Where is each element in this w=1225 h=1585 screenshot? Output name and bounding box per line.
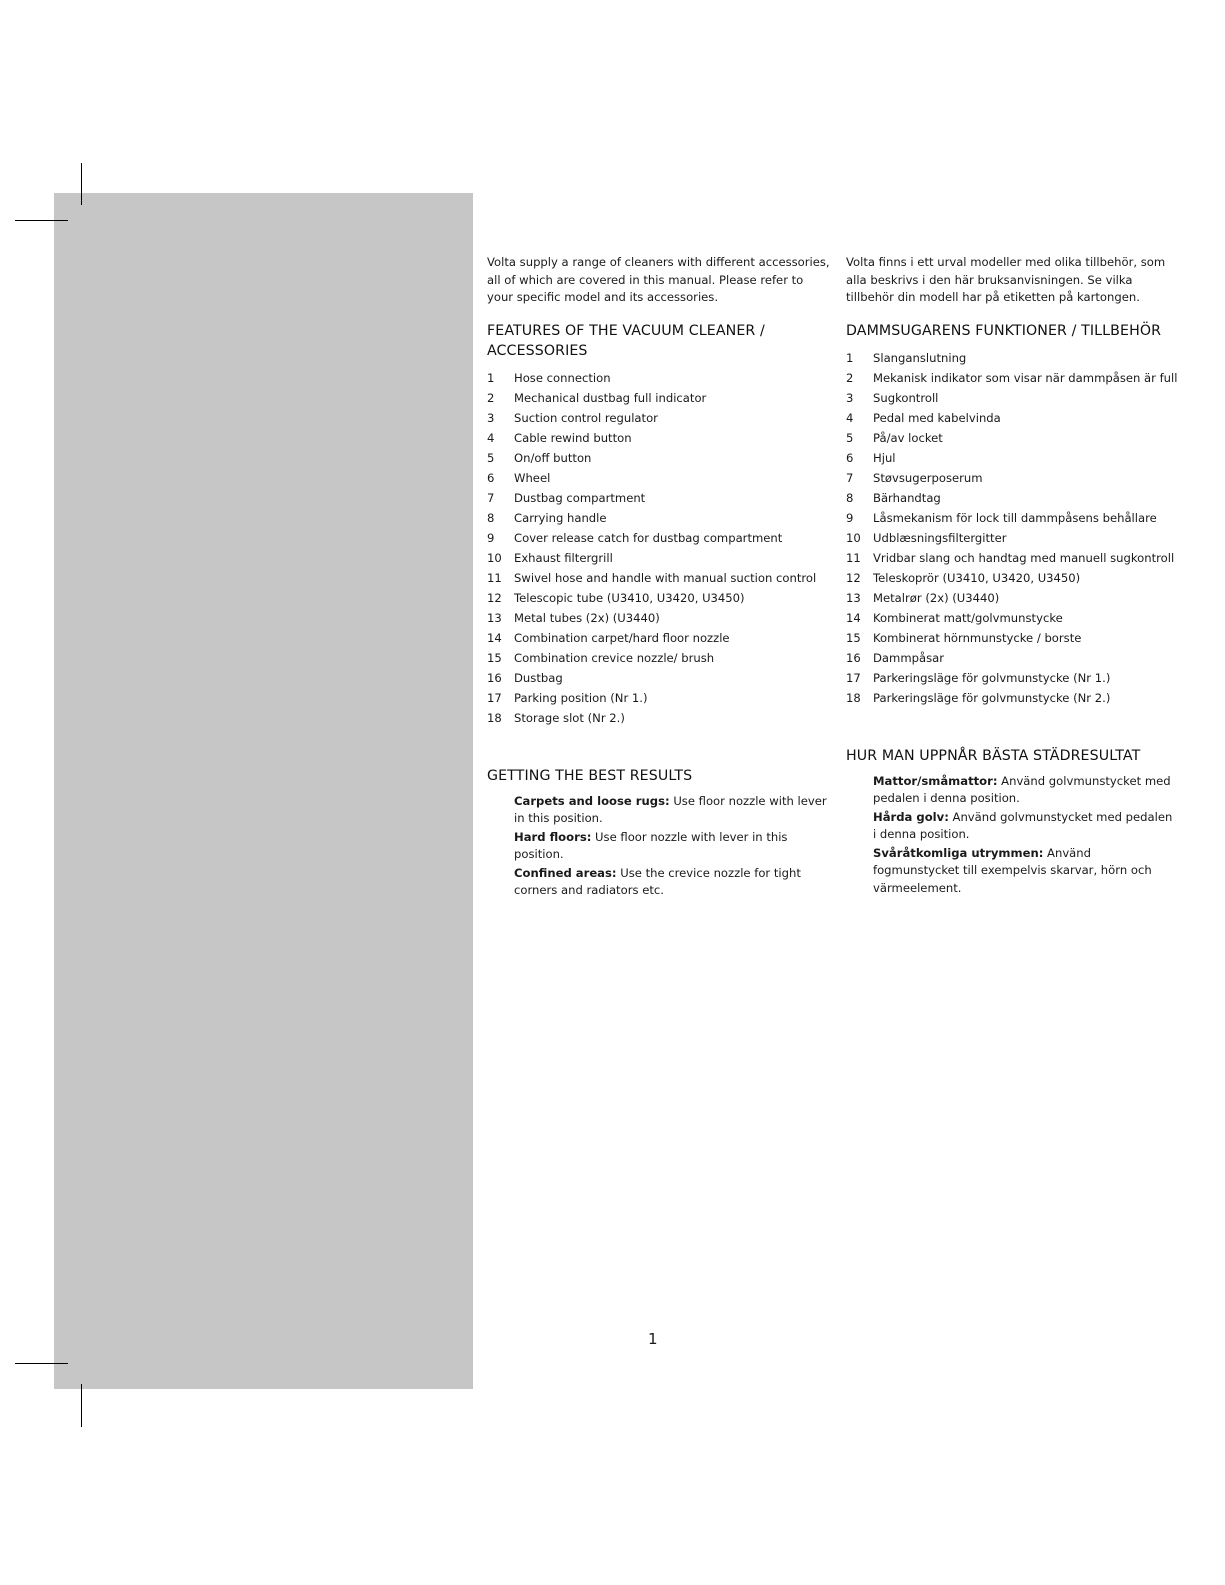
feature-item [846,668,1176,688]
feature-item [846,448,1176,468]
feature-item [846,528,1176,548]
feature-item [487,388,832,408]
feature-number: 14 [487,630,502,645]
swedish-intro: Volta finns i ett urval modeller med olika tillbehör, som alla beskrivs i den här bruksanvisningen. Se vilka tillbehör din modell har på etiketten på kartongen. [846,255,1166,304]
feature-label: Exhaust filtergrill [514,550,613,565]
feature-item [487,508,832,528]
feature-number: 5 [487,450,495,465]
result-term: Svåråtkomliga utrymmen: [873,845,1044,860]
feature-label: Låsmekanism för lock till dammpåsens behållare [873,510,1157,525]
result-text: Use floor nozzle with lever in this position. [514,829,788,861]
feature-item [846,588,1176,608]
result-tip [514,829,832,864]
feature-number: 10 [846,530,861,545]
feature-label: Cover release catch for dustbag compartment [514,530,783,545]
feature-item [487,608,832,628]
feature-label: Carrying handle [514,510,607,525]
feature-number: 13 [846,590,861,605]
feature-label: On/off button [514,450,592,465]
feature-number: 17 [487,690,502,705]
english-intro: Volta supply a range of cleaners with different accessories, all of which are covered in this manual. Please refer to your specific model and its accessories. [487,255,830,304]
feature-label: Parkeringsläge för golvmunstycke (Nr 2.) [873,690,1111,705]
feature-item [487,568,832,588]
feature-number: 15 [487,650,502,665]
feature-item [846,508,1176,528]
feature-item [487,708,832,728]
feature-label: Hjul [873,450,896,465]
feature-number: 12 [487,590,502,605]
feature-item [846,408,1176,428]
crop-mark-bottom-horizontal [15,1363,68,1364]
feature-label: Parkeringsläge för golvmunstycke (Nr 1.) [873,670,1111,685]
result-tip [514,865,832,900]
feature-label: Mekanisk indikator som visar när dammpåsen är full [873,370,1178,385]
english-results-list [487,793,832,900]
feature-label: Mechanical dustbag full indicator [514,390,707,405]
feature-number: 18 [487,710,502,725]
feature-label: Parking position (Nr 1.) [514,690,648,705]
feature-item [846,428,1176,448]
feature-number: 8 [846,490,854,505]
feature-label: Metal tubes (2x) (U3440) [514,610,660,625]
grey-side-panel [54,193,473,1389]
feature-label: Metalrør (2x) (U3440) [873,590,1000,605]
feature-label: Støvsugerposerum [873,470,983,485]
feature-number: 5 [846,430,854,445]
feature-number: 11 [487,570,502,585]
result-term: Mattor/småmattor: [873,773,998,788]
feature-label: Dammpåsar [873,650,944,665]
feature-label: Bärhandtag [873,490,941,505]
result-tip [873,773,1176,808]
feature-item [846,468,1176,488]
feature-label: Dustbag compartment [514,490,646,505]
swedish-column [846,254,1176,898]
feature-label: Kombinerat matt/golvmunstycke [873,610,1063,625]
feature-label: Udblæsningsfiltergitter [873,530,1007,545]
feature-item [487,448,832,468]
feature-number: 4 [487,430,495,445]
feature-number: 9 [846,510,854,525]
feature-item [846,488,1176,508]
feature-number: 13 [487,610,502,625]
result-text: Use the crevice nozzle for tight corners and radiators etc. [514,865,801,897]
feature-item [846,648,1176,668]
feature-label: Combination crevice nozzle/ brush [514,650,715,665]
feature-number: 11 [846,550,861,565]
feature-number: 12 [846,570,861,585]
feature-item [487,668,832,688]
feature-number: 8 [487,510,495,525]
feature-item [487,548,832,568]
result-term: Hårda golv: [873,809,949,824]
result-tip [873,809,1176,844]
feature-number: 2 [846,370,854,385]
feature-item [487,588,832,608]
feature-label: Combination carpet/hard floor nozzle [514,630,730,645]
feature-number: 10 [487,550,502,565]
feature-number: 16 [846,650,861,665]
feature-item [487,368,832,388]
feature-label: Vridbar slang och handtag med manuell sugkontroll [873,550,1175,565]
feature-item [846,628,1176,648]
feature-item [487,468,832,488]
feature-label: Suction control regulator [514,410,658,425]
feature-label: Wheel [514,470,551,485]
result-text: Använd golvmunstycket med pedalen i denna position. [873,773,1171,805]
feature-item [487,628,832,648]
swedish-features-list [846,348,1176,708]
feature-label: Hose connection [514,370,611,385]
english-column [487,254,832,901]
feature-number: 18 [846,690,861,705]
feature-number: 1 [487,370,495,385]
feature-number: 7 [487,490,495,505]
feature-number: 15 [846,630,861,645]
feature-item [487,488,832,508]
result-text: Använd fogmunstycket till exempelvis skarvar, hörn och värmeelement. [873,845,1152,895]
feature-label: Pedal med kabelvinda [873,410,1001,425]
feature-item [487,528,832,548]
feature-number: 7 [846,470,854,485]
feature-label: Storage slot (Nr 2.) [514,710,625,725]
feature-item [846,608,1176,628]
result-term: Carpets and loose rugs: [514,793,670,808]
feature-item [846,388,1176,408]
feature-item [846,368,1176,388]
feature-number: 3 [846,390,854,405]
feature-number: 2 [487,390,495,405]
feature-label: Swivel hose and handle with manual suction control [514,570,817,585]
english-features-heading: FEATURES OF THE VACUUM CLEANER / ACCESSORIES [487,322,765,359]
feature-label: Cable rewind button [514,430,632,445]
english-results-heading: GETTING THE BEST RESULTS [487,767,693,784]
feature-item [846,548,1176,568]
result-tip [873,845,1176,898]
feature-number: 4 [846,410,854,425]
feature-item [487,688,832,708]
crop-mark-bottom-vertical [81,1384,82,1427]
feature-item [846,348,1176,368]
crop-mark-top-horizontal [15,220,68,221]
feature-number: 9 [487,530,495,545]
result-text: Använd golvmunstycket med pedalen i denna position. [873,809,1173,841]
feature-label: Sugkontroll [873,390,939,405]
result-term: Confined areas: [514,865,617,880]
result-text: Use floor nozzle with lever in this position. [514,793,827,825]
result-term: Hard floors: [514,829,592,844]
feature-number: 6 [487,470,495,485]
english-features-list [487,368,832,728]
feature-label: Teleskoprör (U3410, U3420, U3450) [873,570,1081,585]
feature-number: 14 [846,610,861,625]
feature-number: 3 [487,410,495,425]
feature-label: På/av locket [873,430,943,445]
feature-label: Kombinerat hörnmunstycke / borste [873,630,1082,645]
feature-item [487,428,832,448]
feature-number: 16 [487,670,502,685]
swedish-results-heading: HUR MAN UPPNÅR BÄSTA STÄDRESULTAT [846,747,1141,764]
feature-number: 6 [846,450,854,465]
swedish-results-list [846,773,1176,898]
feature-label: Dustbag [514,670,563,685]
swedish-features-heading: DAMMSUGARENS FUNKTIONER / TILLBEHÖR [846,322,1162,339]
feature-label: Slanganslutning [873,350,967,365]
page-number: 1 [648,1330,658,1348]
feature-number: 1 [846,350,854,365]
feature-item [487,648,832,668]
feature-item [846,568,1176,588]
feature-number: 17 [846,670,861,685]
feature-label: Telescopic tube (U3410, U3420, U3450) [514,590,745,605]
feature-item [487,408,832,428]
crop-mark-top-vertical [81,163,82,205]
feature-item [846,688,1176,708]
result-tip [514,793,832,828]
